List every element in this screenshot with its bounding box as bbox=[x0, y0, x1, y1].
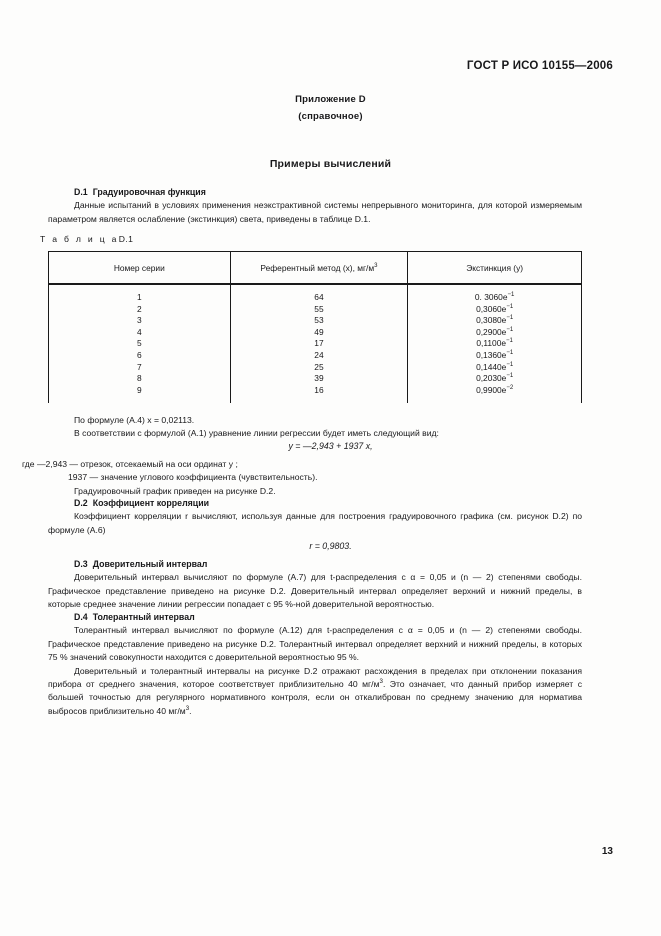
correlation-coefficient-formula: r = 0,9803. bbox=[309, 541, 352, 551]
column-header-series: Номер серии bbox=[49, 252, 231, 285]
cell-extinction-mantissa: 0,2030e bbox=[476, 373, 507, 384]
section-d4-paragraph: Толерантный интервал вычисляют по формуле (A.12) для t-распределения с α = 0,05 и (n — 2) степенями свободы. Графическое представление приведено на рисунке D.2. Толерантный интервал определяет верхний и нижний пределы, в которых 75 % значений совокупности находится с доверительной вероятностью 95 %. bbox=[48, 625, 582, 663]
cell-reference: 49 bbox=[230, 327, 408, 339]
page-number: 13 bbox=[601, 846, 613, 857]
section-d2 bbox=[48, 497, 582, 537]
section-title-examples: Примеры вычислений bbox=[269, 158, 392, 170]
cell-extinction bbox=[408, 304, 582, 316]
section-d1-title: Градуировочная функция bbox=[92, 187, 206, 197]
section-d4-title: Толерантный интервал bbox=[92, 612, 195, 622]
cell-extinction-mantissa: 0. 3060e bbox=[474, 292, 508, 302]
where-item-1: —2,943 — отрезок, отсекаемый на оси ординат y ; bbox=[36, 459, 238, 469]
cell-extinction bbox=[408, 338, 582, 350]
where-block bbox=[22, 458, 582, 485]
section-d3-number: D.3 bbox=[74, 559, 88, 569]
table-row bbox=[49, 338, 582, 350]
column-header-extinction: Экстинкция (y) bbox=[408, 252, 582, 285]
calibration-graph-line: Градуировочный график приведен на рисунке D.2. bbox=[74, 486, 276, 496]
cell-reference: 64 bbox=[230, 284, 408, 304]
section-d4 bbox=[48, 611, 582, 718]
cell-extinction-mantissa: 0,3060e bbox=[476, 303, 507, 314]
where-item-2: 1937 — значение углового коэффициента (чувствительность). bbox=[68, 472, 318, 483]
cell-extinction-exponent: −2 bbox=[506, 384, 514, 391]
cell-extinction bbox=[408, 327, 582, 339]
formula-a4-line: По формуле (A.4) x = 0,02113. bbox=[74, 415, 195, 425]
cell-series: 9 bbox=[49, 385, 231, 404]
table-row bbox=[49, 304, 582, 316]
section-d4-paragraph-2-part1: Доверительный и толерантный интервалы на рисунке D.2 отражают расхождения в пределах при отклонении показания прибора от среднего значения, которое соответствует приблизительно 40 мг/м bbox=[48, 665, 582, 690]
section-d4-paragraph-2 bbox=[48, 665, 582, 719]
section-d4-paragraph-2-part2: . Это означает, что данный прибор измеряет с большей точностью для регулярного нормативного контроля, если он откалиброван по среднему значению для норматива выбросов приблизительно 40 мг/м bbox=[48, 679, 582, 716]
section-d1-number: D.1 bbox=[74, 187, 88, 197]
column-header-reference-method-text: Референтный метод (x), мг/м bbox=[260, 262, 375, 273]
cell-extinction-exponent: −1 bbox=[506, 303, 514, 310]
table-row bbox=[49, 373, 582, 385]
section-d4-sup-1: 3 bbox=[379, 678, 383, 686]
cell-extinction-exponent: −1 bbox=[506, 373, 514, 380]
section-d1-paragraph: Данные испытаний в условиях применения неэкстрактивной системы непрерывного мониторинга, для которой измеряемым параметром является ослабление (экстинкция) света, приведены в таблице D.1. bbox=[48, 200, 582, 224]
table-caption bbox=[40, 234, 133, 244]
regression-formula: y = —2,943 + 1937 x, bbox=[288, 441, 373, 451]
cell-series: 4 bbox=[49, 327, 231, 339]
cell-extinction-mantissa: 0,1100e bbox=[476, 338, 507, 349]
cell-reference: 25 bbox=[230, 362, 408, 374]
cell-extinction-exponent: −1 bbox=[506, 361, 514, 368]
cell-extinction bbox=[408, 284, 582, 304]
table-caption-number: D.1 bbox=[118, 234, 134, 244]
cell-extinction-mantissa: 0,3080e bbox=[476, 315, 507, 326]
section-d1 bbox=[48, 186, 582, 226]
section-d4-heading bbox=[48, 611, 582, 624]
cell-extinction-exponent: −1 bbox=[507, 292, 515, 299]
cell-series: 1 bbox=[49, 284, 231, 304]
cell-reference: 55 bbox=[230, 304, 408, 316]
cell-extinction bbox=[408, 373, 582, 385]
cell-extinction-exponent: −1 bbox=[506, 315, 514, 322]
cell-extinction-exponent: −1 bbox=[506, 326, 514, 333]
cell-extinction bbox=[408, 385, 582, 404]
table-row bbox=[49, 362, 582, 374]
cell-extinction-exponent: −1 bbox=[506, 350, 514, 357]
table-row bbox=[49, 284, 582, 304]
cell-series: 3 bbox=[49, 315, 231, 327]
table-d1 bbox=[48, 251, 582, 403]
section-d4-sup-2: 3 bbox=[185, 704, 190, 712]
cell-reference: 24 bbox=[230, 350, 408, 362]
document-standard-header: ГОСТ Р ИСО 10155—2006 bbox=[466, 60, 613, 72]
section-d1-heading bbox=[48, 186, 582, 199]
after-table-lines bbox=[48, 414, 582, 441]
table-row bbox=[49, 327, 582, 339]
appendix-title: Приложение D bbox=[295, 94, 366, 105]
cell-series: 8 bbox=[49, 373, 231, 385]
cell-extinction bbox=[408, 362, 582, 374]
column-header-reference-method-superscript: 3 bbox=[374, 262, 378, 269]
cell-reference: 39 bbox=[230, 373, 408, 385]
cell-extinction bbox=[408, 315, 582, 327]
cell-extinction-mantissa: 0,1360e bbox=[476, 349, 507, 360]
section-d3-paragraph: Доверительный интервал вычисляют по формуле (A.7) для t-распределения с α = 0,05 и (n — 2) степенями свободы. Графическое представление приведено на рисунке D.2. Доверительный интервал определяет верхний и нижний пределы, в которые среднее значение линии регрессии попадает с 95 %-ной доверительной вероятностью. bbox=[48, 572, 582, 610]
section-d2-number: D.2 bbox=[74, 498, 88, 508]
table-row bbox=[49, 350, 582, 362]
section-d3 bbox=[48, 558, 582, 612]
table-row bbox=[49, 385, 582, 404]
cell-extinction-mantissa: 0,2900e bbox=[476, 326, 507, 337]
where-label: где bbox=[22, 459, 35, 469]
cell-reference: 16 bbox=[230, 385, 408, 404]
section-d3-heading bbox=[48, 558, 582, 571]
section-d4-paragraph-2-part3: . bbox=[189, 705, 192, 716]
cell-series: 7 bbox=[49, 362, 231, 374]
cell-extinction bbox=[408, 350, 582, 362]
table-header-row bbox=[49, 252, 582, 285]
cell-series: 2 bbox=[49, 304, 231, 316]
cell-series: 6 bbox=[49, 350, 231, 362]
section-d3-title: Доверительный интервал bbox=[92, 559, 208, 569]
appendix-heading-block bbox=[0, 94, 661, 122]
cell-extinction-exponent: −1 bbox=[506, 338, 513, 345]
regression-intro-line: В соответствии с формулой (A.1) уравнение линии регрессии будет иметь следующий вид: bbox=[74, 428, 439, 439]
where-line-1 bbox=[22, 458, 582, 471]
cell-extinction-mantissa: 0,1440e bbox=[476, 361, 507, 372]
section-d4-number: D.4 bbox=[74, 612, 88, 622]
table-body bbox=[49, 284, 582, 403]
cell-reference: 53 bbox=[230, 315, 408, 327]
appendix-subtitle: (справочное) bbox=[298, 111, 363, 122]
cell-series: 5 bbox=[49, 338, 231, 350]
table-caption-label: Т а б л и ц а bbox=[40, 234, 119, 244]
section-d2-title: Коэффициент корреляции bbox=[92, 498, 210, 508]
column-header-reference-method bbox=[230, 252, 408, 285]
section-d2-heading bbox=[48, 497, 582, 510]
cell-reference: 17 bbox=[230, 338, 408, 350]
table-row bbox=[49, 315, 582, 327]
section-d2-paragraph: Коэффициент корреляции r вычисляют, используя данные для построения градуировочного графика (см. рисунок D.2) по формуле (A.6) bbox=[48, 511, 582, 535]
cell-extinction-mantissa: 0,9900e bbox=[476, 384, 507, 395]
